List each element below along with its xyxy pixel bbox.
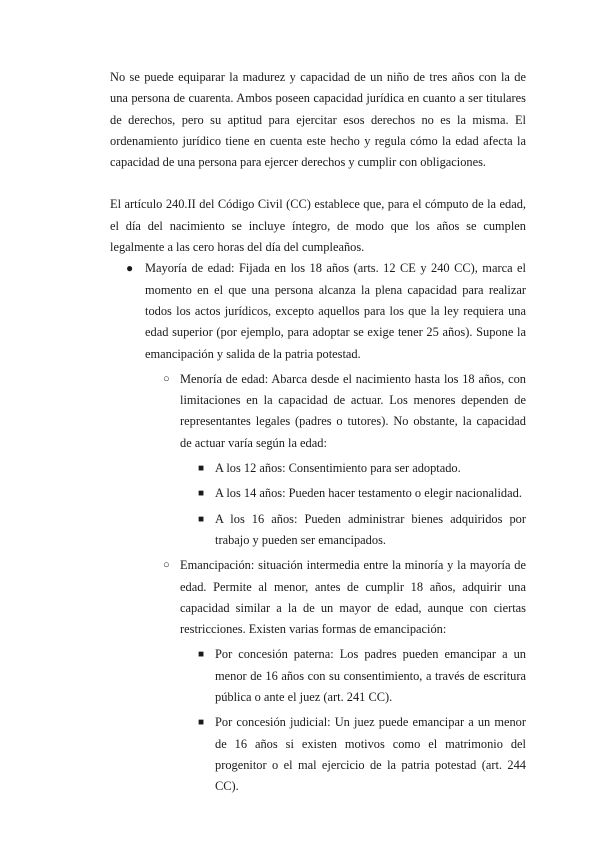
list-item-text: A los 16 años: Pueden administrar bienes adquiridos por trabajo y pueden ser emancipados. [215,511,526,547]
article-paragraph: El artículo 240.II del Código Civil (CC) establece que, para el cómputo de la edad, el día del nacimiento se incluye íntegro, de modo que los años se cumplen legalmente a las cero horas del día del cumpleaños. [110,197,526,255]
list-item-text: A los 12 años: Consentimiento para ser adoptado. [215,461,461,476]
list-item-concesion-judicial [198,712,526,797]
list-item-12-anos [198,458,526,479]
list-item-text: A los 14 años: Pueden hacer testamento o elegir nacionalidad. [215,486,522,501]
hollow-circle-bullet-icon: ○ [163,559,170,572]
list-item-text: Mayoría de edad: Fijada en los 18 años (arts. 12 CE y 240 CC), marca el momento en el que una persona alcanza la plena capacidad para realizar todos los actos jurídicos, excepto aquellos para los que la ley requiera una edad superior (por ejemplo, para adoptar se exige tener 25 años). Supone la emancipación y salida de la patria potestad. [145,261,526,361]
list-item-16-anos [198,509,526,552]
square-bullet-icon: ■ [198,513,205,525]
list-item-menoria [163,369,526,454]
list-item-text: Emancipación: situación intermedia entre la minoría y la mayoría de edad. Permite al menor, antes de cumplir 18 años, adquirir una capacidad similar a la de un mayor de edad, aunque con ciertas restricciones. Existen varias formas de emancipación: [180,558,526,637]
list-item-mayoria [126,258,526,364]
intro-paragraph: No se puede equiparar la madurez y capacidad de un niño de tres años con la de una persona de cuarenta. Ambos poseen capacidad jurídica en cuanto a ser titulares de derechos, pero su aptitud para ejercitar esos derechos no es la misma. El ordenamiento jurídico tiene en cuenta este hecho y regula cómo la edad afecta la capacidad de una persona para ejercer derechos y cumplir con obligaciones. [110,70,526,170]
hollow-circle-bullet-icon: ○ [163,372,170,385]
square-bullet-icon: ■ [198,717,205,729]
square-bullet-icon: ■ [198,463,205,475]
document-body [110,67,526,798]
list-item-14-anos [198,483,526,504]
list-item-text: Menoría de edad: Abarca desde el nacimiento hasta los 18 años, con limitaciones en la capacidad de actuar. Los menores dependen de representantes legales (padres o tutores). No obstante, la capacidad de actuar varía según la edad: [180,371,526,450]
square-bullet-icon: ■ [198,649,205,661]
square-bullet-icon: ■ [198,488,205,500]
list-item-text: Por concesión paterna: Los padres pueden emancipar a un menor de 16 años con su consentimiento, a través de escritura pública o ante el juez (art. 241 CC). [215,647,526,705]
list-item-emancipacion [163,555,526,640]
filled-circle-bullet-icon: ● [126,261,134,276]
list-item-text: Por concesión judicial: Un juez puede emancipar a un menor de 16 años si existen motivos como el matrimonio del progenitor o el mal ejercicio de la patria potestad (art. 244 CC). [215,715,526,794]
list-item-concesion-paterna [198,644,526,708]
